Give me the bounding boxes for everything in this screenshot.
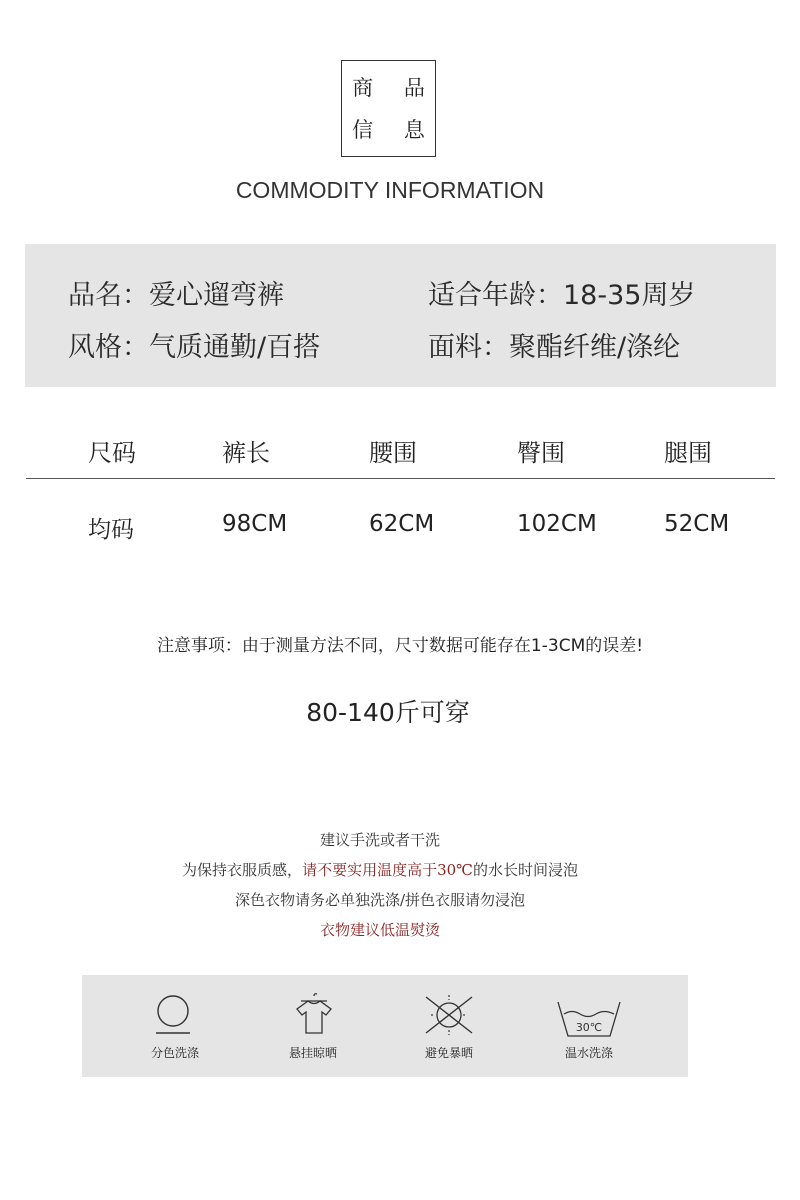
- weight-range: 80-140斤可穿: [306, 698, 470, 727]
- product-name: 品名：爱心遛弯裤: [68, 280, 284, 311]
- size-cell-waist: 62CM: [369, 511, 435, 537]
- no-sun-icon: [422, 993, 476, 1037]
- size-table-divider: [26, 478, 775, 479]
- size-cell-length: 98CM: [222, 511, 288, 537]
- product-style: 风格：气质通勤/百搭: [68, 332, 321, 363]
- care-line-3: 深色衣物请务必单独洗涤/拼色衣服请勿浸泡: [234, 891, 526, 909]
- wash-30-icon: [556, 998, 622, 1040]
- english-subtitle: COMMODITY INFORMATION: [235, 177, 545, 203]
- commodity-info-title-box: [341, 60, 436, 157]
- care-icon-label: 温水洗涤: [564, 1046, 613, 1060]
- care-line-2-warning: 请不要实用温度高于30℃: [302, 861, 473, 879]
- title-line-2: 信 息: [352, 117, 437, 142]
- care-line-2: [0, 859, 760, 880]
- size-header-hip: 臀围: [517, 439, 565, 467]
- size-header-length: 裤长: [222, 439, 270, 467]
- care-icon-label: 避免暴晒: [424, 1046, 473, 1060]
- size-header-waist: 腰围: [369, 439, 417, 467]
- size-cell-hip: 102CM: [517, 511, 597, 537]
- hanging-shirt-icon: [293, 993, 335, 1037]
- wash-temperature-label: 30℃: [575, 1021, 603, 1034]
- size-cell-size: 均码: [88, 517, 134, 543]
- size-header-size: 尺码: [88, 439, 136, 467]
- measurement-note: 注意事项：由于测量方法不同，尺寸数据可能存在1-3CM的误差!: [156, 636, 644, 656]
- size-cell-thigh: 52CM: [664, 511, 730, 537]
- circle-icon: [150, 993, 196, 1037]
- care-icon-label: 分色洗涤: [150, 1046, 199, 1060]
- care-line-1: 建议手洗或者干洗: [319, 831, 440, 849]
- care-line-2-part-a: 为保持衣服质感，: [182, 861, 303, 879]
- product-fabric: 面料：聚酯纤维/涤纶: [428, 332, 681, 363]
- care-line-2-part-c: 的水长时间浸泡: [472, 861, 578, 879]
- suitable-age: 适合年龄：18-35周岁: [428, 280, 696, 311]
- product-info-panel: [25, 244, 776, 387]
- size-header-thigh: 腿围: [664, 439, 712, 467]
- title-line-1: 商 品: [352, 75, 437, 100]
- care-icon-label: 悬挂晾晒: [288, 1046, 337, 1060]
- care-line-4: 衣物建议低温熨烫: [319, 921, 440, 939]
